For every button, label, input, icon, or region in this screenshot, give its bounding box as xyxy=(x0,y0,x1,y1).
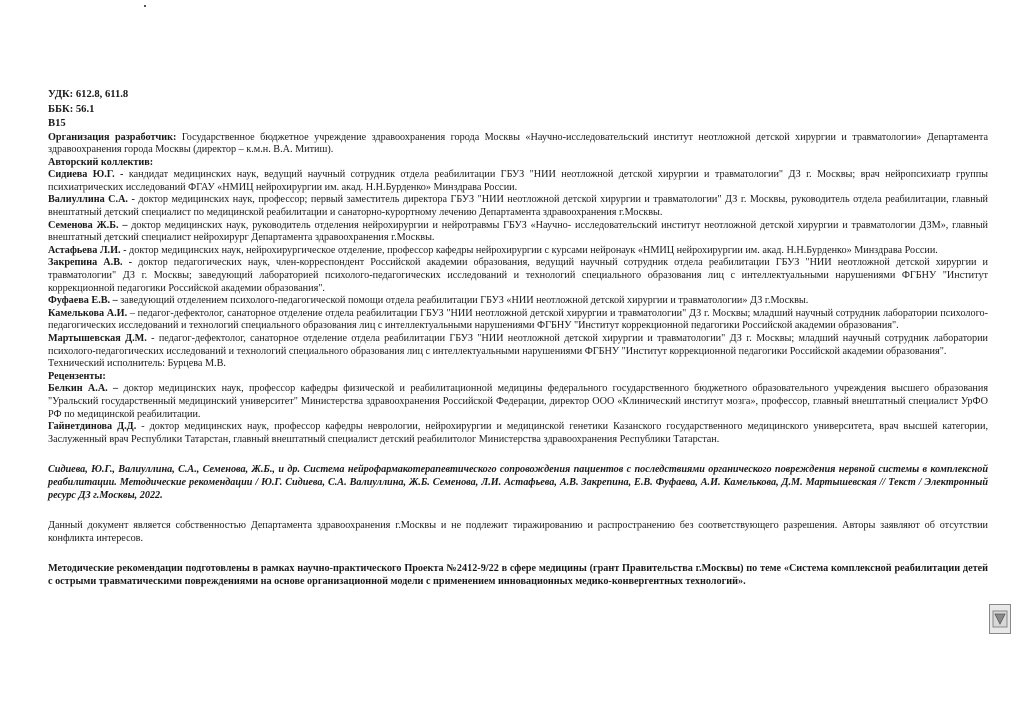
author-entry xyxy=(48,220,988,245)
reviewer-entry xyxy=(48,421,988,446)
author-description: доктор медицинских наук, нейрохирургическое отделение, профессор кафедры нейрохирургии с курсами нейронаук «НМИЦ нейрохирургии им. акад. Н.Н.Бурденко» Минздрава России. xyxy=(126,244,938,256)
author-name: Сидиева Ю.Г. - xyxy=(48,169,124,181)
library-code: В15 xyxy=(48,118,66,129)
author-name: Мартышевская Д.М. xyxy=(48,333,147,344)
author-description: доктор медицинских наук, профессор; первый заместитель директора ГБУЗ "НИИ неотложной детской хирургии и травматологии" ДЗ г. Москвы, руководитель отдела реабилитации, главный внештатный детский специалист по медицинской реабилитации и санаторно-курортному лечению Департамента здравоохранения г.Москвы. xyxy=(48,194,988,219)
authors-heading: Авторский коллектив: xyxy=(48,156,154,168)
author-name: Астафьева Л.И. - xyxy=(48,244,127,256)
udk-code: УДК: 612.8, 611.8 xyxy=(48,89,129,100)
ownership-notice: Данный документ является собственностью Департамента здравоохранения г.Москвы и не подлежит тиражированию и распространению без соответствующего разрешения. Авторы заявляют об отсутствии конфликта интересов. xyxy=(48,520,988,544)
author-entry xyxy=(48,308,988,333)
bbk-code: ББК: 56.1 xyxy=(48,103,95,115)
reviewer-name: Белкин А.А. – xyxy=(48,383,119,395)
author-name: Камелькова А.И. xyxy=(48,307,128,319)
technical-executor: Технический исполнитель: Бурцева М.В. xyxy=(48,358,226,370)
document-page xyxy=(48,88,988,589)
author-entry xyxy=(48,257,988,295)
triangle-down-icon xyxy=(992,610,1008,628)
org-label: Организация разработчик: xyxy=(48,131,177,143)
author-name: Закрепина А.В. - xyxy=(48,257,133,269)
citation xyxy=(48,464,988,502)
reviewers-list xyxy=(48,383,988,446)
reviewer-description: доктор медицинских наук, профессор кафедры физической и реабилитационной медицины федерального государственного бюджетного образовательного учреждения высшего образования "Уральский государственный медицинский университет" Министерства здравоохранения Российской Федерации, директор ООО «Клинический институт мозга», профессор, главный внештатный специалист УрФО РФ по медицинской реабилитации. xyxy=(48,383,989,420)
citation-text: Система нейрофармакотерапевтического сопровождения пациентов с последствиями органического повреждения нервной системы в комплексной реабилитации. Методические рекомендации / Ю.Г. Сидиева, С.А. Валиуллина, Ж.Б. Семенова, Л.И. Астафьева, А.В. Закрепина, Е.В. Фуфаева, А.И. Камелькова, Д.М. Мартышевская // Текст / Электронный ресурс ДЗ г.Москвы, 2022. xyxy=(48,464,988,501)
author-name: Семенова Ж.Б. – xyxy=(48,219,128,231)
author-entry xyxy=(48,295,988,308)
author-description: доктор педагогических наук, член-корреспондент Российской академии образования, ведущий научный сотрудник отдела реабилитации ГБУЗ "НИИ неотложной детской хирургии и травматологии" ДЗ г. Москвы; заведующий лабораторией психолого-педагогических исследований и технологий специального образования лиц с интеллектуальными нарушениями ФГБНУ "Институт коррекционной педагогики Российской академии образования". xyxy=(48,257,989,294)
reviewer-entry xyxy=(48,383,988,421)
author-entry xyxy=(48,333,988,358)
org-text: Государственное бюджетное учреждение здравоохранения города Москвы «Научно-исследовательский институт неотложной детской хирургии и травматологии» Департамента здравоохранения города Москвы (директор – к.м.н. В.А. Митиш). xyxy=(48,131,988,156)
reviewer-description: - доктор медицинских наук, профессор кафедры неврологии, нейрохирургии и медицинской генетики Казанского государственного медицинского университета, врач высшей категории, Заслуженный врач Республики Татарстан, главный внештатный специалист детский реабилитолог Министерства здравоохранения Республики Татарстан. xyxy=(48,421,989,445)
authors-list xyxy=(48,169,988,358)
developer-organization xyxy=(48,132,988,157)
author-name: Валиуллина С.А. - xyxy=(48,194,135,206)
scan-speck xyxy=(144,5,146,7)
author-description: – педагог-дефектолог, санаторное отделение отдела реабилитации ГБУЗ "НИИ неотложной детской хирургии и травматологии" ДЗ г. Москвы; младший научный сотрудник лаборатории психолого-педагогических исследований и технологий специального образования лиц с интеллектуальными нарушениями ФГБНУ "Институт коррекционной педагогики Российской академии образования". xyxy=(48,307,988,332)
author-description: заведующий отделением психолого-педагогической помощи отдела реабилитации ГБУЗ «НИИ неотложной детской хирургии и травматологии» ДЗ г.Москвы. xyxy=(117,295,809,307)
author-description: доктор медицинских наук, руководитель отделения нейрохирургии и нейротравмы ГБУЗ «Научно- исследовательский институт неотложной детской хирургии и травматологии ДЗМ», главный внештатный детский специалист нейрохирург Департамента здравоохранения г.Москвы. xyxy=(48,219,988,244)
author-name: Фуфаева Е.В. – xyxy=(48,295,118,307)
scroll-down-button[interactable] xyxy=(989,604,1011,634)
reviewers-heading: Рецензенты: xyxy=(48,370,106,382)
reviewer-name: Гайнетдинова Д.Д. xyxy=(48,421,137,433)
author-entry xyxy=(48,245,988,258)
author-entry xyxy=(48,169,988,194)
author-description: - педагог-дефектолог, санаторное отделение отдела реабилитации ГБУЗ "НИИ неотложной детской хирургии и травматологии" ДЗ г. Москвы; младший научный сотрудник лаборатории психолого-педагогических исследований и технологий специального образования лиц с интеллектуальными нарушениями ФГБНУ "Институт коррекционной педагогики Российской академии образования". xyxy=(48,333,988,357)
citation-authors: Сидиева, Ю.Г., Валиуллина, С.А., Семенова, Ж.Б., и др. xyxy=(48,464,301,476)
project-statement: Методические рекомендации подготовлены в рамках научно-практического Проекта №2412-9/22 в сфере медицины (грант Правительства г.Москвы) по теме «Система комплексной реабилитации детей с острыми травматическими повреждениями на основе организационной модели с применением инновационных медико-конвергентных технологий». xyxy=(48,563,988,587)
author-entry xyxy=(48,194,988,219)
author-description: кандидат медицинских наук, ведущий научный сотрудник отдела реабилитации ГБУЗ "НИИ неотложной детской хирургии и травматологии" ДЗ г. Москвы; врач нейропсихиатр группы психиатрических исследований ФГАУ «НМИЦ нейрохирургии им. акад. Н.Н.Бурденко» Минздрава России. xyxy=(48,169,989,193)
